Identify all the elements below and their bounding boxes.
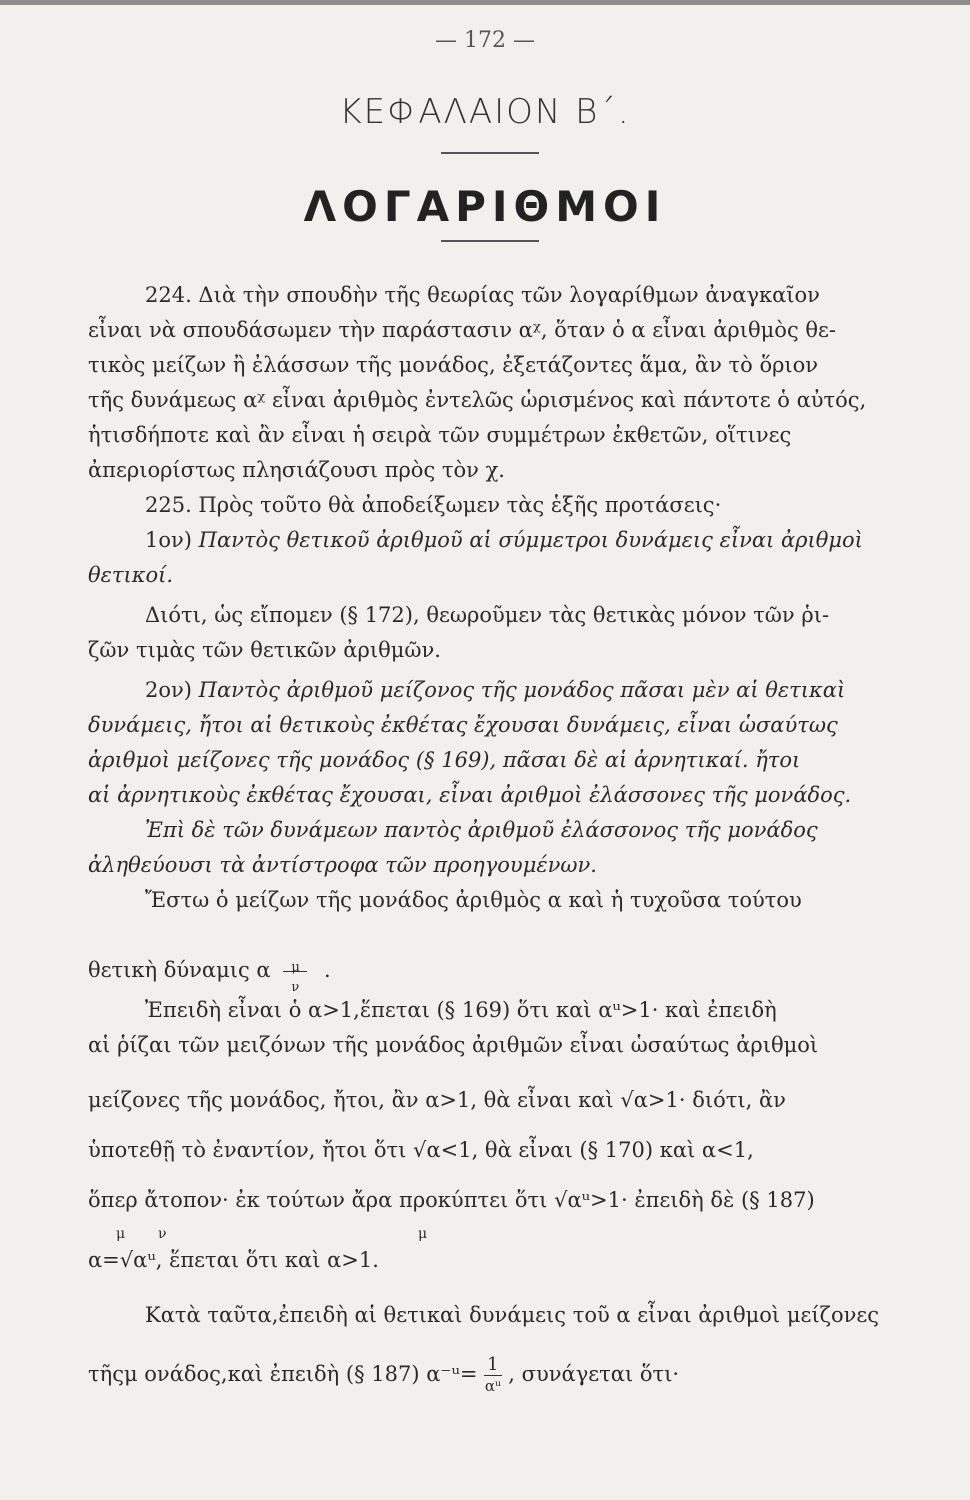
fraction-numerator: 1: [484, 1355, 501, 1376]
exponent-nu: ν: [158, 1226, 167, 1242]
proposition-text: Παντὸς θετικοῦ ἀριθμοῦ αἱ σύμμετροι δυνάμεις εἶναι ἀριθμοὶ: [198, 528, 863, 552]
text-line: ἡτισδήποτε καὶ ἂν εἶναι ἡ σειρὰ τῶν συμμέτρων ἐκθετῶν, οἵτινες: [88, 423, 792, 447]
divider-top: [441, 152, 539, 154]
text-line: ἀληθεύουσι τὰ ἀντίστροφα τῶν προηγουμένων.: [88, 853, 597, 877]
text-line: τῆς δυνάμεως αᵡ εἶναι ἀριθμὸς ἐντελῶς ὡρισμένος καὶ πάντοτε ὁ αὐτός,: [88, 388, 867, 412]
scan-top-border: [0, 0, 970, 5]
text-line: θετικοί.: [88, 563, 174, 587]
fraction-bar: [283, 971, 307, 972]
page-title: ΛΟΓΑΡΙΘΜΟΙ: [303, 182, 667, 231]
text-line: ὑποτεθῇ τὸ ἐναντίον, ἤτοι ὅτι √α<1, θὰ εἶναι (§ 170) καὶ α<1,: [88, 1138, 754, 1162]
text-line: Ἐπειδὴ εἶναι ὁ α>1,ἕπεται (§ 169) ὅτι καὶ αᵘ>1· καὶ ἐπειδὴ: [145, 998, 777, 1022]
text-line: αἱ ἀρνητικοὺς ἐκθέτας ἔχουσαι, εἶναι ἀριθμοὶ ἐλάσσονες τῆς μονάδος.: [88, 783, 852, 807]
proposition-number: 2ον): [145, 678, 192, 702]
text-line: ζῶν τιμὰς τῶν θετικῶν ἀριθμῶν.: [88, 638, 441, 662]
formula-line: [88, 1355, 888, 1396]
text-line: δυνάμεις, ἤτοι αἱ θετικοὺς ἐκθέτας ἔχουσαι δυνάμεις, εἶναι ὡσαύτως: [88, 713, 838, 737]
chapter-heading: ΚΕΦΑΛΑΙΟΝ Β΄.: [339, 92, 631, 132]
text-line: μείζονες τῆς μονάδος, ἤτοι, ἂν α>1, θὰ εἶναι καὶ √α>1· διότι, ἂν: [88, 1088, 786, 1112]
exponent-mu: μ: [291, 960, 300, 975]
proposition-text: Παντὸς ἀριθμοῦ μείζονος τῆς μονάδος πᾶσαι μὲν αἱ θετικαὶ: [198, 678, 846, 702]
text-line: αἱ ῥίζαι τῶν μειζόνων τῆς μονάδος ἀριθμῶν εἶναι ὡσαύτως ἀριθμοὶ: [88, 1033, 819, 1057]
text-line: τῆςμ ονάδος,καὶ ἐπειδὴ (§ 187) α⁻ᵘ=: [88, 1362, 478, 1386]
formula-line: [88, 1226, 888, 1275]
text-line: ὅπερ ἄτοπον· ἐκ τούτων ἄρα προκύπτει ὅτι √αᵘ>1· ἐπειδὴ δὲ (§ 187): [88, 1188, 815, 1212]
exponent-nu: ν: [291, 980, 300, 995]
text-line: ἀπεριορίστως πλησιάζουσι πρὸς τὸν χ.: [88, 458, 505, 482]
text-line: Ἐπὶ δὲ τῶν δυνάμεων παντὸς ἀριθμοῦ ἐλάσσονος τῆς μονάδος: [145, 818, 818, 842]
text-line: τικὸς μείζων ἢ ἐλάσσων τῆς μονάδος, ἐξετάζοντες ἅμα, ἂν τὸ ὅριον: [88, 353, 819, 377]
exponent-mu: μ: [116, 1226, 126, 1242]
text-line: 224. Διὰ τὴν σπουδὴν τῆς θεωρίας τῶν λογαρίθμων ἀναγκαῖον: [145, 283, 820, 307]
proposition-number: 1ον): [145, 528, 192, 552]
text-line: Κατὰ ταῦτα,ἐπειδὴ αἱ θετικαὶ δυνάμεις τοῦ α εἶναι ἀριθμοὶ μείζονες: [145, 1303, 880, 1327]
proposition-1: [145, 525, 945, 555]
text-line: θετικὴ δύναμις α: [88, 958, 271, 982]
text-line: ἀριθμοὶ μείζονες τῆς μονάδος (§ 169), πᾶσαι δὲ αἱ ἀρνητικαί. ἤτοι: [88, 748, 801, 772]
exponent-mu: μ: [418, 1226, 428, 1242]
text-line: Διότι, ὡς εἴπομεν (§ 172), θεωροῦμεν τὰς θετικὰς μόνον τῶν ῥι-: [145, 603, 830, 627]
formula-line: θετικὴ δύναμις α μ ν .: [88, 955, 888, 985]
fraction-denominator: αᵘ: [484, 1377, 501, 1395]
text-line: α=√αᵘ, ἕπεται ὅτι καὶ α>1.: [88, 1248, 379, 1272]
text-line: , συνάγεται ὅτι·: [508, 1362, 680, 1386]
proposition-2: [145, 675, 945, 705]
divider-bottom: [441, 240, 539, 242]
text-line: 225. Πρὸς τοῦτο θὰ ἀποδείξωμεν τὰς ἑξῆς προτάσεις·: [145, 493, 722, 517]
fraction: [484, 1355, 501, 1396]
page-number: — 172 —: [435, 28, 535, 53]
text-line: Ἔστω ὁ μείζων τῆς μονάδος ἀριθμὸς α καὶ ἡ τυχοῦσα τούτου: [145, 888, 802, 912]
text-line: εἶναι νὰ σπουδάσωμεν τὴν παράστασιν αᵡ, ὅταν ὁ α εἶναι ἀριθμὸς θε-: [88, 318, 837, 342]
